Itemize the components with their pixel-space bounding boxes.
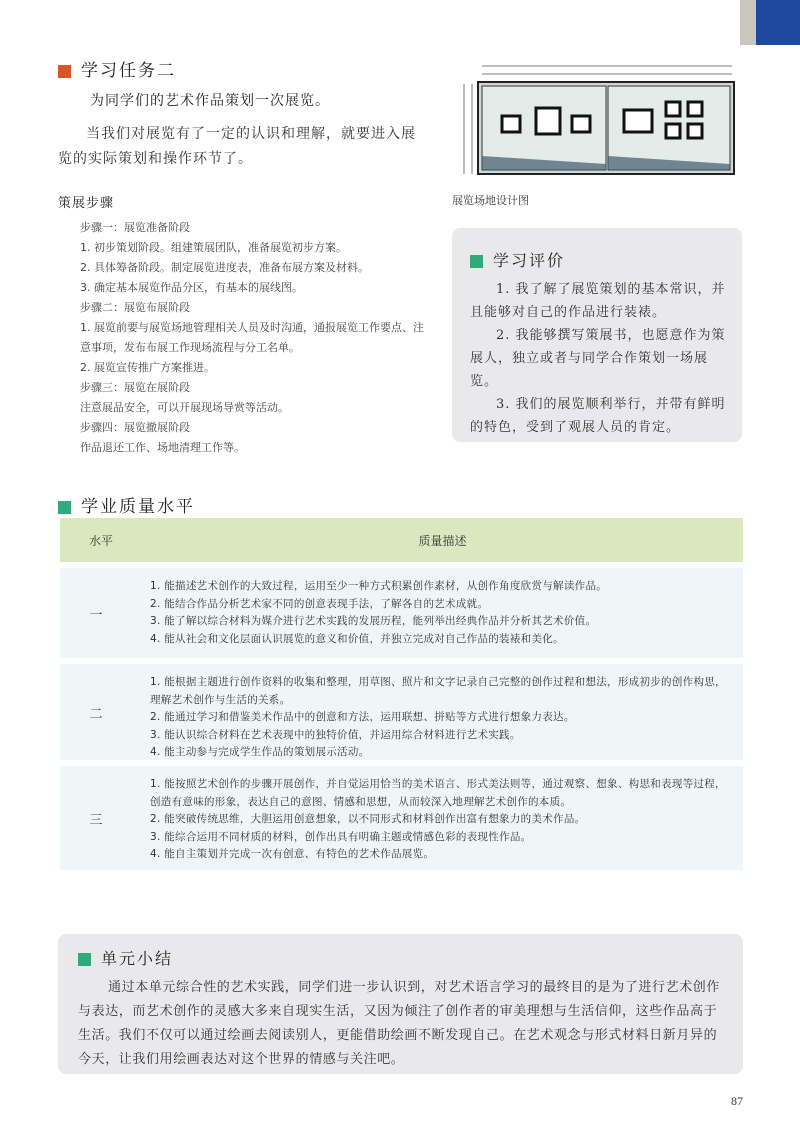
table-row [60, 766, 743, 870]
evaluation-title: 学习评价 [470, 248, 565, 271]
quality-title: 学业质量水平 [58, 492, 195, 517]
orange-square-icon [58, 65, 71, 78]
step-line: 注意展品安全，可以开展现场导赏等活动。 [80, 401, 289, 414]
green-square-icon [78, 953, 91, 966]
step-line: 2. 展览宣传推广方案推进。 [80, 361, 215, 374]
description-item: 1. 能描述艺术创作的大致过程，运用至少一种方式积累创作素材，从创作角度欣赏与解读作品。 [150, 580, 608, 592]
step-line: 步骤三：展览在展阶段 [80, 381, 190, 394]
description-item: 1. 能根据主题进行创作资料的收集和整理，用草图、照片和文字记录自己完整的创作过程和想法，形成初步的创作构思，理解艺术创作与生活的关系。 [150, 676, 726, 706]
step-line: 2. 具体筹备阶段。制定展览进度表，准备布展方案及材料。 [80, 261, 369, 274]
description-cell [132, 766, 743, 870]
step-line: 1. 初步策划阶段。组建策展团队，准备展览初步方案。 [80, 241, 347, 254]
level-cell: 一 [89, 607, 103, 623]
page-number: 87 [731, 1094, 743, 1108]
header-description: 质量描述 [418, 533, 467, 548]
evaluation-box [452, 228, 742, 442]
steps-list [58, 218, 428, 458]
description-item: 4. 能自主策划并完成一次有创意、有特色的艺术作品展览。 [150, 848, 435, 860]
description-item: 3. 能综合运用不同材质的材料，创作出具有明确主题或情感色彩的表现性作品。 [150, 830, 532, 843]
level-cell: 三 [89, 812, 103, 828]
step-line: 1. 展览前要与展览场地管理相关人员及时沟通，通报展览工作要点、注意事项，发布布展工作现场流程与分工名单。 [80, 321, 424, 354]
description-item: 3. 能了解以综合材料为媒介进行艺术实践的发展历程，能列举出经典作品并分析其艺术价值。 [150, 615, 597, 627]
description-item: 4. 能从社会和文化层面认识展览的意义和价值，并独立完成对自己作品的装裱和美化。 [150, 632, 564, 645]
evaluation-item: 1. 我了解了展览策划的基本常识，并且能够对自己的作品进行装裱。 [470, 282, 726, 320]
description-item: 3. 能认识综合材料在艺术表现中的独特价值，并运用综合材料进行艺术实践。 [150, 728, 521, 741]
quality-table [60, 518, 743, 870]
description-item: 2. 能通过学习和借鉴美术作品中的创意和方法，运用联想、拼贴等方式进行想象力表达。 [150, 711, 575, 723]
exhibition-layout-sketch [452, 56, 742, 186]
level-cell: 二 [89, 706, 103, 722]
header-level: 水平 [88, 533, 113, 548]
corner-tab-grey [740, 0, 756, 45]
description-cell [132, 664, 743, 760]
step-line: 步骤一：展览准备阶段 [80, 221, 190, 234]
step-line: 作品退还工作、场地清理工作等。 [80, 441, 245, 454]
green-square-icon [58, 501, 71, 514]
step-line: 步骤四：展览撤展阶段 [80, 421, 190, 434]
step-line: 3. 确定基本展览作品分区，有基本的展线图。 [80, 281, 303, 294]
task-title: 学习任务二 [58, 56, 176, 81]
evaluation-item: 3. 我们的展览顺利举行，并带有鲜明的特色，受到了观展人员的肯定。 [470, 397, 726, 435]
task-intro: 当我们对展览有了一定的认识和理解，就要进入展览的实际策划和操作环节了。 [58, 126, 416, 167]
description-item: 4. 能主动参与完成学生作品的策划展示活动。 [150, 746, 370, 758]
corner-tab-blue [756, 0, 800, 45]
green-square-icon [470, 255, 483, 268]
table-row [60, 664, 743, 760]
summary-box [58, 934, 743, 1074]
description-item: 1. 能按照艺术创作的步骤开展创作，并自觉运用恰当的美术语言、形式美法则等，通过观察、想象、构思和表现等过程，创造有意味的形象，表达自己的意图、情感和思想，从而较深入地理解艺术创作的本质。 [150, 778, 726, 808]
drawing-caption: 展览场地设计图 [452, 194, 529, 207]
steps-heading: 策展步骤 [58, 196, 115, 211]
evaluation-body [470, 278, 726, 439]
description-cell [132, 568, 743, 658]
table-row [60, 568, 743, 658]
summary-title: 单元小结 [78, 946, 173, 969]
description-item: 2. 能突破传统思维，大胆运用创意想象，以不同形式和材料创作出富有想象力的美术作品。 [150, 813, 586, 825]
evaluation-item: 2. 我能够撰写策展书，也愿意作为策展人，独立或者与同学合作策划一场展览。 [470, 328, 726, 389]
step-line: 步骤二：展览布展阶段 [80, 301, 190, 314]
description-item: 2. 能结合作品分析艺术家不同的创意表现手法，了解各自的艺术成就。 [150, 597, 489, 610]
table-header [60, 518, 743, 562]
summary-body: 通过本单元综合性的艺术实践，同学们进一步认识到，对艺术语言学习的最终目的是为了进行艺术创作与表达，而艺术创作的灵感大多来自现实生活，又因为倾注了创作者的审美理想与生活信仰，这些作品高于生活。我们不仅可以通过绘画去阅读别人，更能借助绘画不断发现自己。在艺术观念与形式材料日新月异的今天，让我们用绘画表达对这个世界的情感与关注吧。 [78, 980, 721, 1067]
task-subtitle: 为同学们的艺术作品策划一次展览。 [90, 93, 330, 109]
